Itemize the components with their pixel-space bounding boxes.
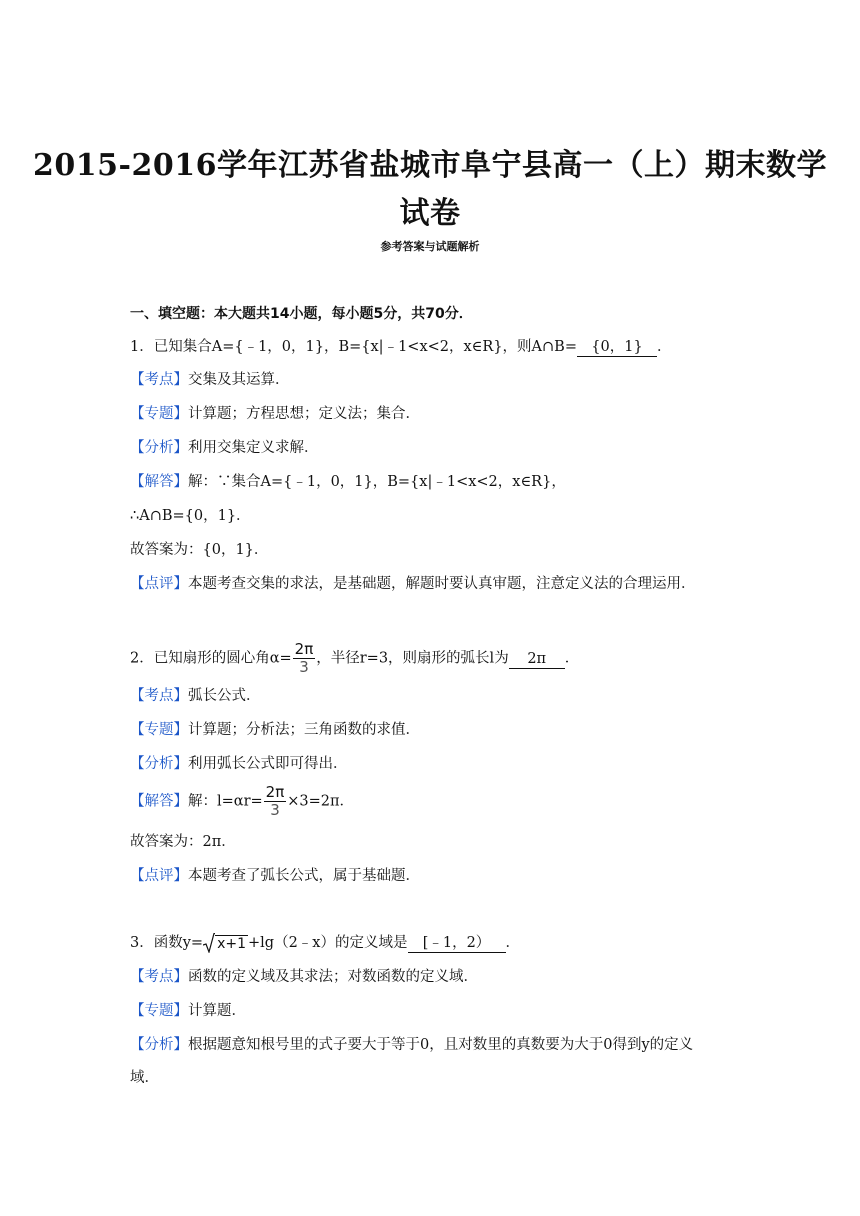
document-title-line1: 2015-2016学年江苏省盐城市阜宁县高一（上）期末数学 — [33, 148, 827, 183]
q1-fenxi — [130, 438, 740, 458]
radical-sign-icon — [203, 933, 215, 953]
q1-fenxi-text: 利用交集定义求解． — [188, 440, 319, 456]
q1-jieda — [130, 472, 740, 492]
q2-step1: 故答案为：2π． — [130, 834, 236, 850]
q2-stem-post: ，半径r=3，则扇形的弧长l为 — [316, 650, 509, 667]
tag-dianping: 【点评】 — [130, 868, 188, 884]
tag-dianping: 【点评】 — [130, 576, 188, 592]
q1-step2: 故答案为：{0，1}． — [130, 542, 269, 558]
tag-kaodian: 【考点】 — [130, 688, 188, 704]
q2-fraction — [293, 642, 316, 675]
tag-kaodian: 【考点】 — [130, 969, 188, 985]
q2-answer: 2π — [509, 650, 565, 669]
q2-fraction-denominator: 3 — [299, 658, 309, 676]
document-subtitle: 参考答案与试题解析 — [380, 240, 480, 253]
q2-fenxi — [130, 754, 740, 774]
tag-fenxi: 【分析】 — [130, 440, 188, 456]
q2-kaodian-text: 弧长公式． — [188, 688, 261, 704]
q1-zhuanti — [130, 404, 740, 424]
tag-zhuanti: 【专题】 — [130, 1003, 188, 1019]
q1-dianping-text: 本题考查交集的求法，是基础题，解题时要认真审题，注意定义法的合理运用． — [188, 576, 696, 592]
tag-fenxi: 【分析】 — [130, 756, 188, 772]
q2-stem — [130, 642, 740, 675]
q2-jieda-fraction-numerator: 2π — [265, 783, 285, 801]
q2-jieda-pre: 解：l=αr= — [188, 793, 263, 810]
q1-step1: ∴A∩B={0，1}． — [130, 508, 251, 524]
q3-square-root — [203, 933, 248, 953]
q2-zhuanti — [130, 720, 740, 740]
q3-fenxi — [130, 1035, 740, 1055]
tag-jieda: 【解答】 — [130, 793, 188, 810]
document-title-line2: 试卷 — [399, 196, 461, 231]
q1-dianping — [130, 574, 740, 594]
q1-kaodian — [130, 370, 740, 390]
q2-kaodian — [130, 686, 740, 706]
q3-stem-end: ． — [505, 935, 520, 951]
tag-zhuanti: 【专题】 — [130, 406, 188, 422]
q1-jieda-text: 解：∵集合A={﹣1，0，1}，B={x|﹣1<x<2，x∈R}， — [188, 474, 566, 490]
q3-zhuanti — [130, 1001, 740, 1021]
q2-dianping-text: 本题考查了弧长公式，属于基础题． — [188, 868, 420, 884]
tag-jieda: 【解答】 — [130, 474, 188, 490]
q1-stem-end: ． — [656, 339, 672, 355]
q2-jieda-post: ×3=2π． — [287, 793, 355, 810]
q2-jieda — [130, 785, 740, 818]
tag-kaodian: 【考点】 — [130, 372, 188, 388]
q2-fraction-numerator: 2π — [294, 640, 314, 658]
q3-fenxi-continued: 域． — [130, 1070, 159, 1086]
q3-stem-pre: 3．函数y= — [130, 935, 204, 951]
q2-jieda-fraction — [264, 785, 287, 818]
q3-stem-mid: +lg（2﹣x）的定义域是 — [248, 935, 408, 951]
tag-fenxi: 【分析】 — [130, 1037, 188, 1053]
q1-answer: {0，1} — [577, 338, 657, 357]
q3-kaodian-text: 函数的定义域及其求法；对数函数的定义域． — [188, 969, 478, 985]
q3-radicand: x+1 — [217, 936, 247, 952]
q3-stem — [130, 933, 740, 953]
q1-stem — [130, 337, 740, 357]
q2-dianping — [130, 866, 740, 886]
q3-fenxi-text: 根据题意知根号里的式子要大于等于0，且对数里的真数要为大于0得到y的定义 — [188, 1037, 694, 1053]
q2-stem-pre: 2．已知扇形的圆心角α= — [130, 650, 292, 667]
q2-zhuanti-text: 计算题；分析法；三角函数的求值． — [188, 722, 420, 738]
q2-fenxi-text: 利用弧长公式即可得出． — [188, 756, 348, 772]
q2-stem-end: ． — [564, 650, 580, 667]
q1-stem-text: 1．已知集合A={﹣1，0，1}，B={x|﹣1<x<2，x∈R}，则A∩B= — [130, 339, 577, 355]
section-heading: 一、填空题：本大题共14小题，每小题5分，共70分． — [130, 306, 473, 322]
q3-kaodian — [130, 967, 740, 987]
q2-jieda-fraction-denominator: 3 — [270, 801, 280, 819]
q1-kaodian-text: 交集及其运算． — [188, 372, 290, 388]
tag-zhuanti: 【专题】 — [130, 722, 188, 738]
q3-answer: [﹣1，2） — [408, 934, 506, 953]
q1-zhuanti-text: 计算题；方程思想；定义法；集合． — [188, 406, 420, 422]
q3-zhuanti-text: 计算题． — [188, 1003, 246, 1019]
